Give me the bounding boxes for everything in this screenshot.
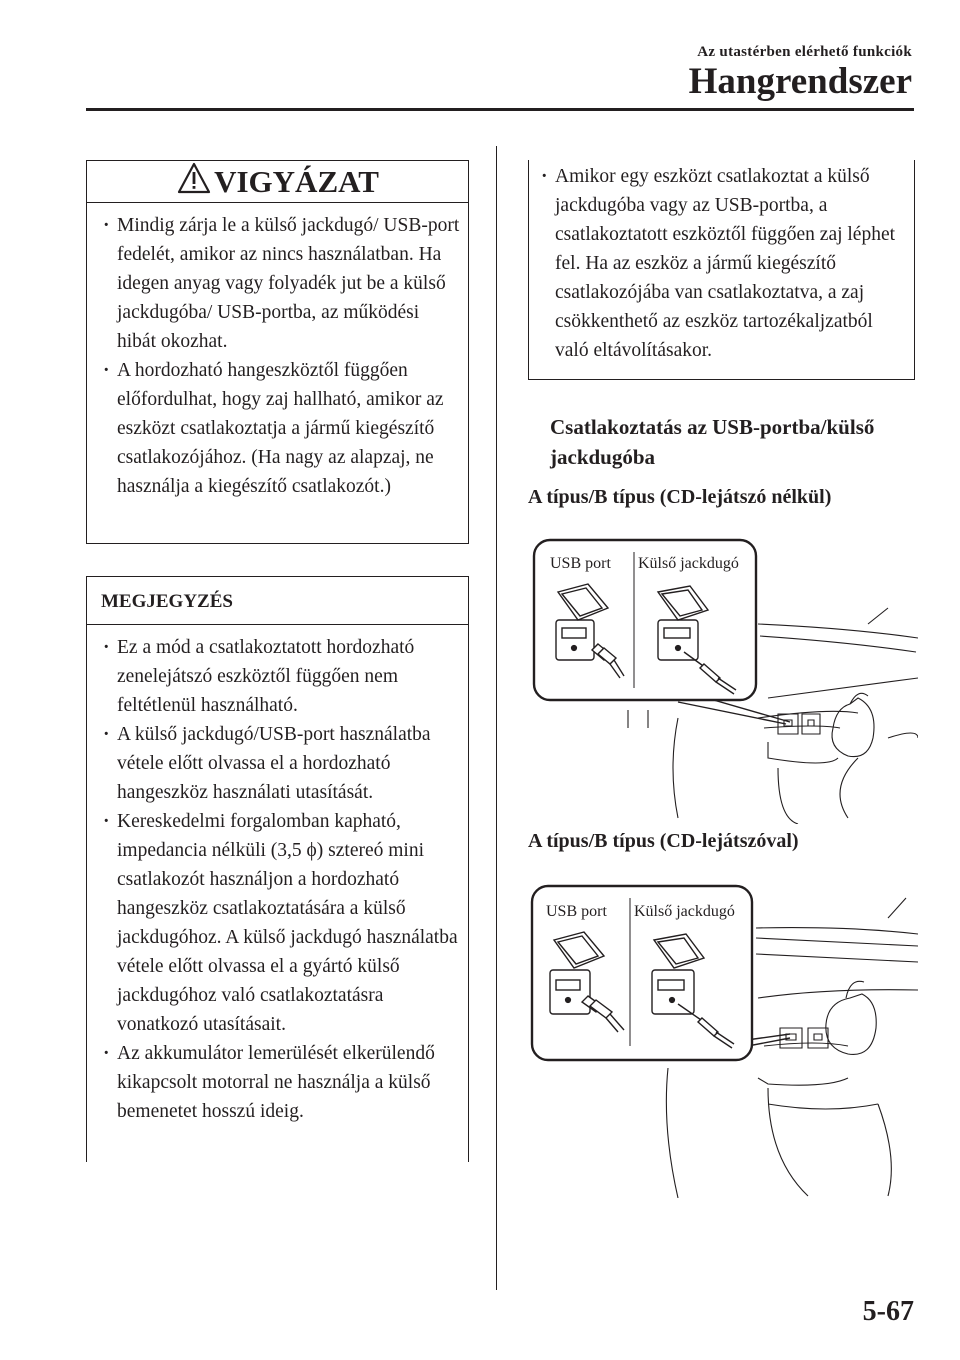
list-item: · Mindig zárja le a külső jackdugó/ USB-port fedelét, amikor az nincs használatban. Ha idegen anyag vagy folyadék jut be a külső jackdugóba/ USB-portba, az működési hibát okozhat. <box>103 211 460 356</box>
list-item: · Kereskedelmi forgalomban kapható, impedancia nélküli (3,5 ϕ) sztereó mini csatlakozót használjon a hordozható hangeszköz csatlakoztatására a külső jackdugóhoz. A külső jackdugó használatba vétele előtt olvassa el a gyártó külső jackdugóhoz való csatlakoztatásra vonatkozó utasításait. <box>103 807 460 1039</box>
caution-list <box>87 203 468 501</box>
caution-title: VIGYÁZAT <box>214 164 379 199</box>
usb-port-label: USB port <box>546 903 607 920</box>
caution-box <box>86 160 469 544</box>
figure-title: A típus/B típus (CD-lejátszó nélkül) <box>528 486 832 508</box>
note-header: MEGJEGYZÉS <box>87 577 468 625</box>
page-header <box>689 44 912 103</box>
list-item: · A hordozható hangeszköztől függően előfordulhat, hogy zaj hallható, amikor az eszközt csatlakoztatja a jármű kiegészítő csatlakozójához. (Ha nagy az alapzaj, ne használja a kiegészítő csatlakozót.) <box>103 356 460 501</box>
aux-jack-label: Külső jackdugó <box>638 555 739 572</box>
usb-aux-illustration <box>528 528 918 824</box>
list-item: · Az akkumulátor lemerülését elkerülendő kikapcsolt motorral ne használja a külső bemenetet hosszú ideig. <box>103 1039 460 1126</box>
usb-aux-illustration-cd <box>528 878 918 1198</box>
list-item: · Amikor egy eszközt csatlakoztat a külső jackdugóba vagy az USB-portba, a csatlakoztatott eszköztől függően zaj léphet fel. Ha az eszköz a jármű kiegészítő csatlakozójába van csatlakoztatva, a zaj csökkenthető az eszköz tartozékaljzatból való eltávolításakor. <box>541 162 906 365</box>
note-continued-list <box>529 160 914 365</box>
list-item: · A külső jackdugó/USB-port használatba vétele előtt olvassa el a hordozható hangeszköz használati utasítását. <box>103 720 460 807</box>
note-box <box>86 576 469 1162</box>
caution-header <box>87 161 468 203</box>
section-heading: Csatlakoztatás az USB-portba/külső jackdugóba <box>550 415 875 469</box>
page-number: 5-67 <box>862 1296 914 1327</box>
header-divider <box>86 108 914 111</box>
figure-title: A típus/B típus (CD-lejátszóval) <box>528 830 799 852</box>
section-subtitle: Az utastérben elérhető funkciók <box>697 44 912 60</box>
warning-triangle-icon <box>176 161 212 195</box>
note-list <box>87 625 468 1126</box>
column-divider <box>496 146 497 1290</box>
usb-port-label: USB port <box>550 555 611 572</box>
aux-jack-label: Külső jackdugó <box>634 903 735 920</box>
note-continued-box <box>528 160 915 380</box>
list-item: · Ez a mód a csatlakoztatott hordozható zenelejátszó eszköztől függően nem feltétlenül használható. <box>103 633 460 720</box>
page-title: Hangrendszer <box>688 61 912 102</box>
